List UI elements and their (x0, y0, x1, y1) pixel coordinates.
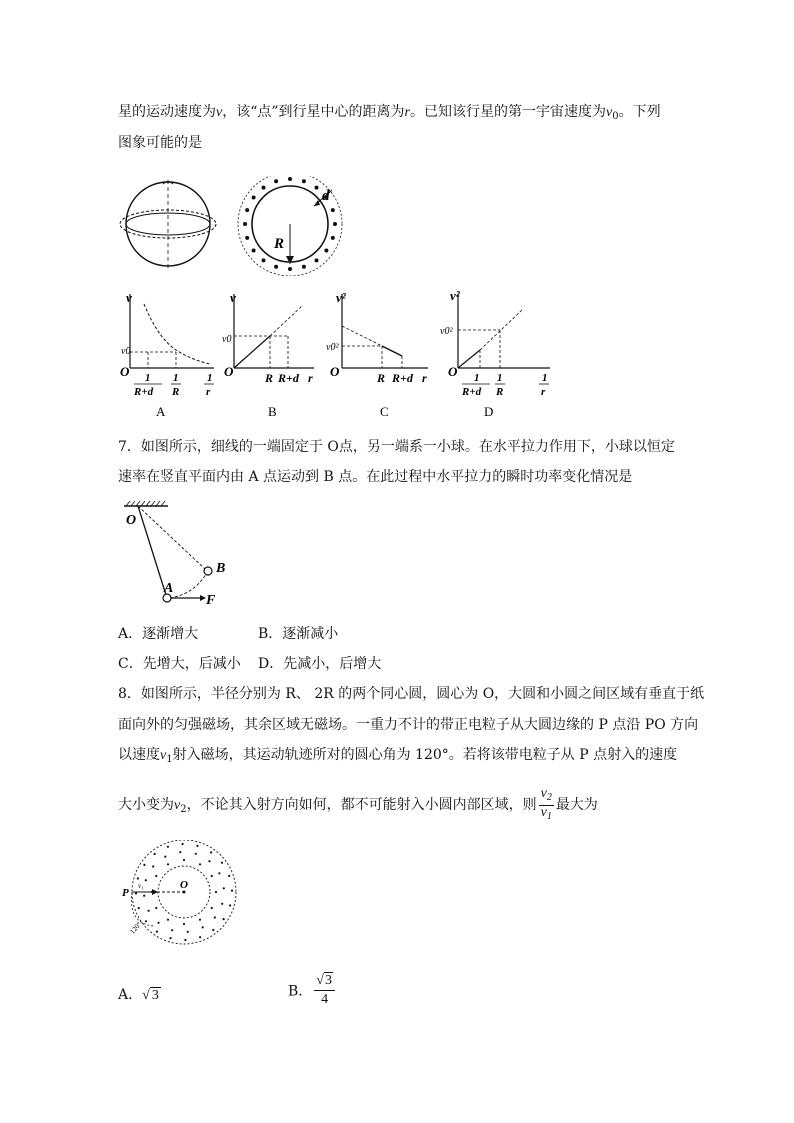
graph-c-letter: C (380, 404, 389, 418)
field-dot (164, 856, 166, 858)
field-dot (145, 920, 147, 922)
field-dot (199, 919, 201, 921)
graph-d-x2-num: 1 (497, 372, 503, 384)
field-dot (211, 875, 213, 877)
ring-dot (302, 179, 306, 183)
ratio-num-sub: 2 (546, 791, 552, 803)
option-b-num: 3 (324, 973, 332, 988)
field-dot (214, 916, 216, 918)
graph-a-y-label: v (126, 290, 132, 305)
graph-d-x-num: 1 (542, 372, 548, 384)
field-dot (148, 910, 150, 912)
label-P: P (122, 887, 129, 899)
field-dot (183, 923, 185, 925)
graph-b-y-label: v (230, 290, 236, 305)
ring-dot (243, 222, 247, 226)
pendulum-figure (118, 500, 238, 610)
q7-option-a: A．逐渐增大 (118, 626, 199, 642)
planet-figure (118, 176, 348, 276)
field-dot (228, 875, 230, 877)
graph-d-x2-den: R (496, 386, 504, 398)
graph-d-y-label: v² (450, 288, 460, 303)
q6-text: 。已知该行星的第一宇宙速度为 (410, 104, 606, 120)
graph-a-letter: A (156, 404, 166, 418)
graph-b-x: r (308, 371, 313, 385)
ring-dot (331, 208, 335, 212)
q8-text: ，不论其入射方向如何，都不可能射入小圆内部区域，则 (186, 797, 537, 813)
graph-b-x1: R (265, 371, 274, 385)
label-B: B (216, 561, 226, 576)
graph-c-x2: R+d (392, 371, 413, 385)
field-dot (223, 918, 225, 920)
var-v2: v (174, 798, 181, 813)
graph-a-v0: v0 (121, 346, 131, 357)
field-dot (167, 846, 169, 848)
field-dot (212, 929, 214, 931)
field-dot (199, 936, 201, 938)
field-dot (157, 922, 159, 924)
field-dot (231, 890, 233, 892)
field-dot (223, 887, 225, 889)
var-r: r (404, 105, 410, 120)
label-v1: v₁ (138, 882, 144, 890)
field-dot (221, 862, 223, 864)
field-dot (187, 931, 189, 933)
graph-c-x1: R (377, 371, 386, 385)
label-A: A (164, 581, 174, 596)
var-v1-sub: 1 (166, 754, 173, 765)
ring-dot (324, 249, 328, 253)
label-O-q8: O (180, 879, 188, 891)
field-dot (171, 929, 173, 931)
q8-line-1: 8．如图所示，半径分别为 R、 2R 的两个同心圆，圆心为 O，大圆和小圆之间区域有垂直于纸 (118, 686, 705, 702)
ring-drawing (238, 176, 342, 276)
ring-dot (274, 265, 278, 269)
field-dot (196, 845, 198, 847)
q6-text: ，该“点”到行星中心的距离为 (222, 104, 405, 120)
field-dot (179, 851, 181, 853)
field-dot (210, 851, 212, 853)
graph-b-x2: R+d (278, 371, 299, 385)
ring-dot (315, 186, 319, 190)
var-v2-sub: 2 (180, 804, 187, 815)
field-dot (202, 926, 204, 928)
q8-line-3 (118, 745, 677, 770)
field-dot (183, 859, 185, 861)
field-dot (211, 907, 213, 909)
sqrt-icon: √ (316, 973, 324, 988)
ring-dot (288, 267, 292, 271)
ring-dot (288, 177, 292, 181)
field-dot (135, 892, 137, 894)
label-R: R (274, 236, 285, 252)
graph-d-x1-den: R+d (462, 386, 482, 398)
var-v0: v (606, 105, 613, 120)
q6-line-1 (118, 102, 661, 127)
field-dot (218, 872, 220, 874)
graph-B (222, 290, 314, 418)
ratio-den-sub: 1 (546, 810, 552, 822)
graph-a-x1-den: R+d (134, 386, 154, 398)
q8-text: 大小变为 (118, 797, 174, 813)
graph-D (440, 288, 550, 418)
var-v1: v (160, 748, 167, 763)
option-b-fraction (314, 972, 335, 1009)
q7-option-c: C．先增大，后减小 (118, 656, 241, 672)
sphere-drawing (120, 180, 216, 268)
q8-text: 射入磁场，其运动轨迹所对的圆心角为 120°。若将该带电粒子从 P 点射入的速度 (172, 747, 678, 763)
q8-option-b (288, 972, 337, 1009)
field-dot (221, 903, 223, 905)
graph-b-v0: v0 (222, 334, 232, 345)
ring-dot (315, 258, 319, 262)
q7-option-b: B．逐渐减小 (258, 626, 339, 642)
q6-text: 。下列 (618, 104, 661, 120)
field-dot (167, 919, 169, 921)
label-d: d (322, 188, 330, 204)
q7-option-d: D．先减小，后增大 (258, 656, 382, 672)
field-dot (199, 863, 201, 865)
field-dot (182, 843, 184, 845)
graph-d-v0: v0² (440, 326, 453, 337)
ring-dot (302, 265, 306, 269)
label-angle: 120° (128, 920, 144, 936)
q8-option-a (118, 984, 161, 1004)
graph-c-x: r (422, 371, 427, 385)
q8-line-2: 面向外的匀强磁场，其余区域无磁场。一重力不计的带正电粒子从大圆边缘的 P 点沿 PO 方向 (118, 717, 699, 733)
field-dot (152, 865, 154, 867)
field-dot (143, 895, 145, 897)
ring-dot (252, 249, 256, 253)
q8-text: 最大为 (555, 797, 598, 813)
field-dot (169, 937, 171, 939)
q6-line-2: 图象可能的是 (118, 135, 202, 151)
graph-b-origin: O (224, 364, 234, 379)
q8-text: 以速度 (118, 747, 160, 763)
field-dot (184, 939, 186, 941)
option-a-value: 3 (151, 988, 159, 1003)
field-dot (137, 877, 139, 879)
ratio-num: v (540, 785, 547, 801)
field-dot (167, 863, 169, 865)
label-F: F (206, 593, 216, 608)
sqrt-icon: √ (142, 988, 150, 1003)
ring-dot (252, 196, 256, 200)
field-dot (155, 875, 157, 877)
ratio-den: v (540, 804, 547, 820)
field-dot (195, 853, 197, 855)
graph-C (326, 290, 428, 418)
option-b-label: B． (288, 983, 313, 1000)
q8-line-4 (118, 785, 598, 830)
ring-dot (333, 222, 337, 226)
graph-d-x-den: r (541, 386, 546, 398)
field-dot (155, 907, 157, 909)
q6-text: 星的运动速度为 (118, 104, 216, 120)
field-dot (156, 931, 158, 933)
field-dot (229, 904, 231, 906)
var-v0-sub: 0 (612, 111, 619, 122)
var-v: v (216, 105, 223, 120)
graph-a-x2-num: 1 (173, 372, 179, 384)
q7-line-2: 速率在竖直平面内由 A 点运动到 B 点。在此过程中水平拉力的瞬时功率变化情况是 (118, 469, 633, 485)
ring-dot (245, 236, 249, 240)
field-dot (215, 891, 217, 893)
field-dot (154, 853, 156, 855)
graph-a-x2-den: R (172, 386, 180, 398)
ring-dot (274, 179, 278, 183)
field-dot (208, 860, 210, 862)
magnetic-field-figure (118, 840, 248, 960)
q7-line-1: 7．如图所示，细线的一端固定于 O点，另一端系一小球。在水平拉力作用下，小球以恒定 (118, 439, 675, 455)
graph-a-x1-num: 1 (145, 372, 151, 384)
ratio-fraction (539, 787, 554, 824)
option-b-den: 4 (321, 992, 329, 1007)
graphs-figure (118, 288, 558, 418)
field-dot (143, 864, 145, 866)
graph-a-x-den: r (206, 386, 211, 398)
graph-d-letter: D (484, 404, 494, 418)
field-dot (145, 879, 147, 881)
ring-dot (262, 258, 266, 262)
graph-a-x-num: 1 (207, 372, 213, 384)
graph-A (120, 290, 214, 418)
option-a-label: A． (118, 987, 143, 1003)
field-dot (138, 907, 140, 909)
graph-b-letter: B (268, 404, 277, 418)
ring-dot (262, 186, 266, 190)
graph-a-origin: O (120, 364, 130, 379)
graph-c-y-label: v² (336, 290, 346, 305)
ring-dot (245, 208, 249, 212)
graph-c-v0: v0² (326, 342, 339, 353)
label-O: O (126, 513, 137, 528)
graph-d-x1-num: 1 (474, 372, 480, 384)
ring-dot (331, 236, 335, 240)
graph-c-origin: O (330, 364, 340, 379)
graph-d-origin: O (448, 364, 458, 379)
